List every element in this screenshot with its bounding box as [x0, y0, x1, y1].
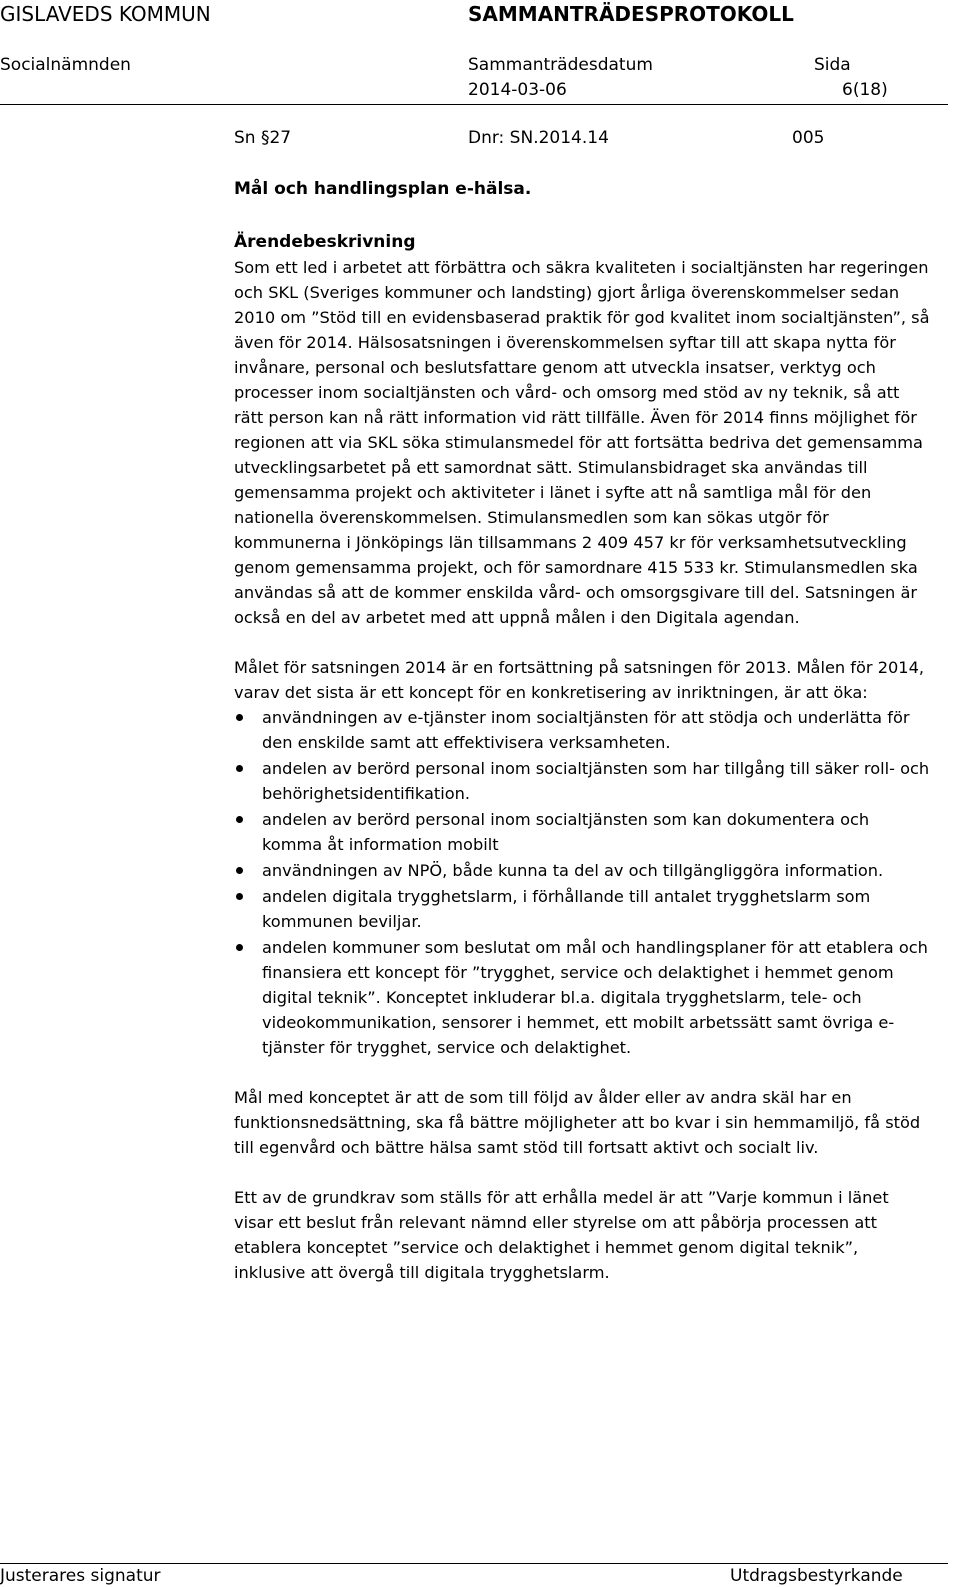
paragraph-concept-goal: Mål med konceptet är att de som till följd av ålder eller av andra skäl har en funktionsnedsättning, ska få bättre möjligheter att bo kvar i sin hemmamiljö, få stöd till egenvård och bättre hälsa samt stöd till fortsatt aktivt och socialt liv.: [234, 1088, 921, 1157]
header-rule: [0, 104, 948, 105]
classification-code: 005: [792, 128, 825, 148]
document-type: SAMMANTRÄDESPROTOKOLL: [468, 2, 794, 26]
section-heading: Ärendebeskrivning: [234, 232, 416, 252]
bullet-icon: [236, 893, 243, 900]
list-item: andelen digitala trygghetslarm, i förhållande till antalet trygghetslarm som kommunen beviljar.: [234, 884, 930, 934]
page-number: 6(18): [842, 80, 888, 100]
bullet-icon: [236, 816, 243, 823]
document-body: [234, 177, 930, 1310]
bullet-icon: [236, 765, 243, 772]
paragraph-requirement: Ett av de grundkrav som ställs för att erhålla medel är att ”Varje kommun i länet visar ett beslut från relevant nämnd eller styrelse om att påbörja processen att etablera konceptet ”service och delaktighet i hemmet genom digital teknik”, inklusive att övergå till digitala trygghetslarm.: [234, 1188, 889, 1282]
org-name: GISLAVEDS KOMMUN: [0, 2, 211, 26]
committee-name: Socialnämnden: [0, 55, 131, 75]
diary-number: Dnr: SN.2014.14: [468, 128, 609, 148]
footer-rule: [0, 1563, 948, 1564]
reference-row: [234, 128, 834, 154]
certification-label: Utdragsbestyrkande: [730, 1566, 903, 1586]
paragraph-goals-intro: Målet för satsningen 2014 är en fortsättning på satsningen för 2013. Målen för 2014, varav det sista är ett koncept för en konkretisering av inriktningen, är att öka:: [234, 658, 925, 702]
list-item: andelen av berörd personal inom socialtjänsten som kan dokumentera och komma åt information mobilt: [234, 807, 930, 857]
section-number: Sn §27: [234, 128, 292, 148]
page-label: Sida: [814, 55, 851, 75]
list-item: användningen av NPÖ, både kunna ta del av och tillgängliggöra information.: [234, 858, 930, 883]
goals-list: [234, 705, 930, 1060]
paragraph-background: Som ett led i arbetet att förbättra och säkra kvaliteten i socialtjänsten har regeringen och SKL (Sveriges kommuner och landsting) gjort årliga överenskommelser sedan 2010 om ”Stöd till en evidensbaserad praktik för god kvalitet inom socialtjänsten”, så även för 2014. Hälsosatsningen i överenskommelsen syftar till att skapa nytta för invånare, personal och beslutsfattare genom att utveckla insatser, verktyg och processer inom socialtjänsten och vård- och omsorg med stöd av ny teknik, så att rätt person kan nå rätt information vid rätt tillfälle. Även för 2014 finns möjlighet för regionen att via SKL söka stimulansmedel för att fortsätta bedriva det gemensamma utvecklingsarbetet på ett samordnat sätt. Stimulansbidraget ska användas till gemensamma projekt och aktiviteter i länet i syfte att nå samtliga mål för den nationella överenskommelsen. Stimulansmedlen som kan sökas utgör för kommunerna i Jönköpings län tillsammans 2 409 457 kr för verksamhetsutveckling genom gemensamma projekt, och för samordnare 415 533 kr. Stimulansmedlen ska användas så att de kommer enskilda vård- och omsorgsgivare till del. Satsningen är också en del av arbetet med att uppnå målen i den Digitala agendan.: [234, 258, 930, 627]
meeting-date: 2014-03-06: [468, 80, 567, 100]
list-item: användningen av e-tjänster inom socialtjänsten för att stödja och underlätta för den enskilde samt att effektivisera verksamheten.: [234, 705, 930, 755]
meeting-date-label: Sammanträdesdatum: [468, 55, 653, 75]
signature-label: Justerares signatur: [0, 1566, 161, 1586]
list-item: andelen av berörd personal inom socialtjänsten som har tillgång till säker roll- och behörighetsidentifikation.: [234, 756, 930, 806]
bullet-icon: [236, 867, 243, 874]
bullet-icon: [236, 714, 243, 721]
list-item: andelen kommuner som beslutat om mål och handlingsplaner för att etablera och finansiera ett koncept för ”trygghet, service och delaktighet i hemmet genom digital teknik”. Konceptet inkluderar bl.a. digitala trygghetslarm, tele- och videokommunikation, sensorer i hemmet, ett mobilt arbetssätt samt övriga e-tjänster för trygghet, service och delaktighet.: [234, 935, 930, 1060]
bullet-icon: [236, 944, 243, 951]
page-title: Mål och handlingsplan e-hälsa.: [234, 179, 532, 199]
